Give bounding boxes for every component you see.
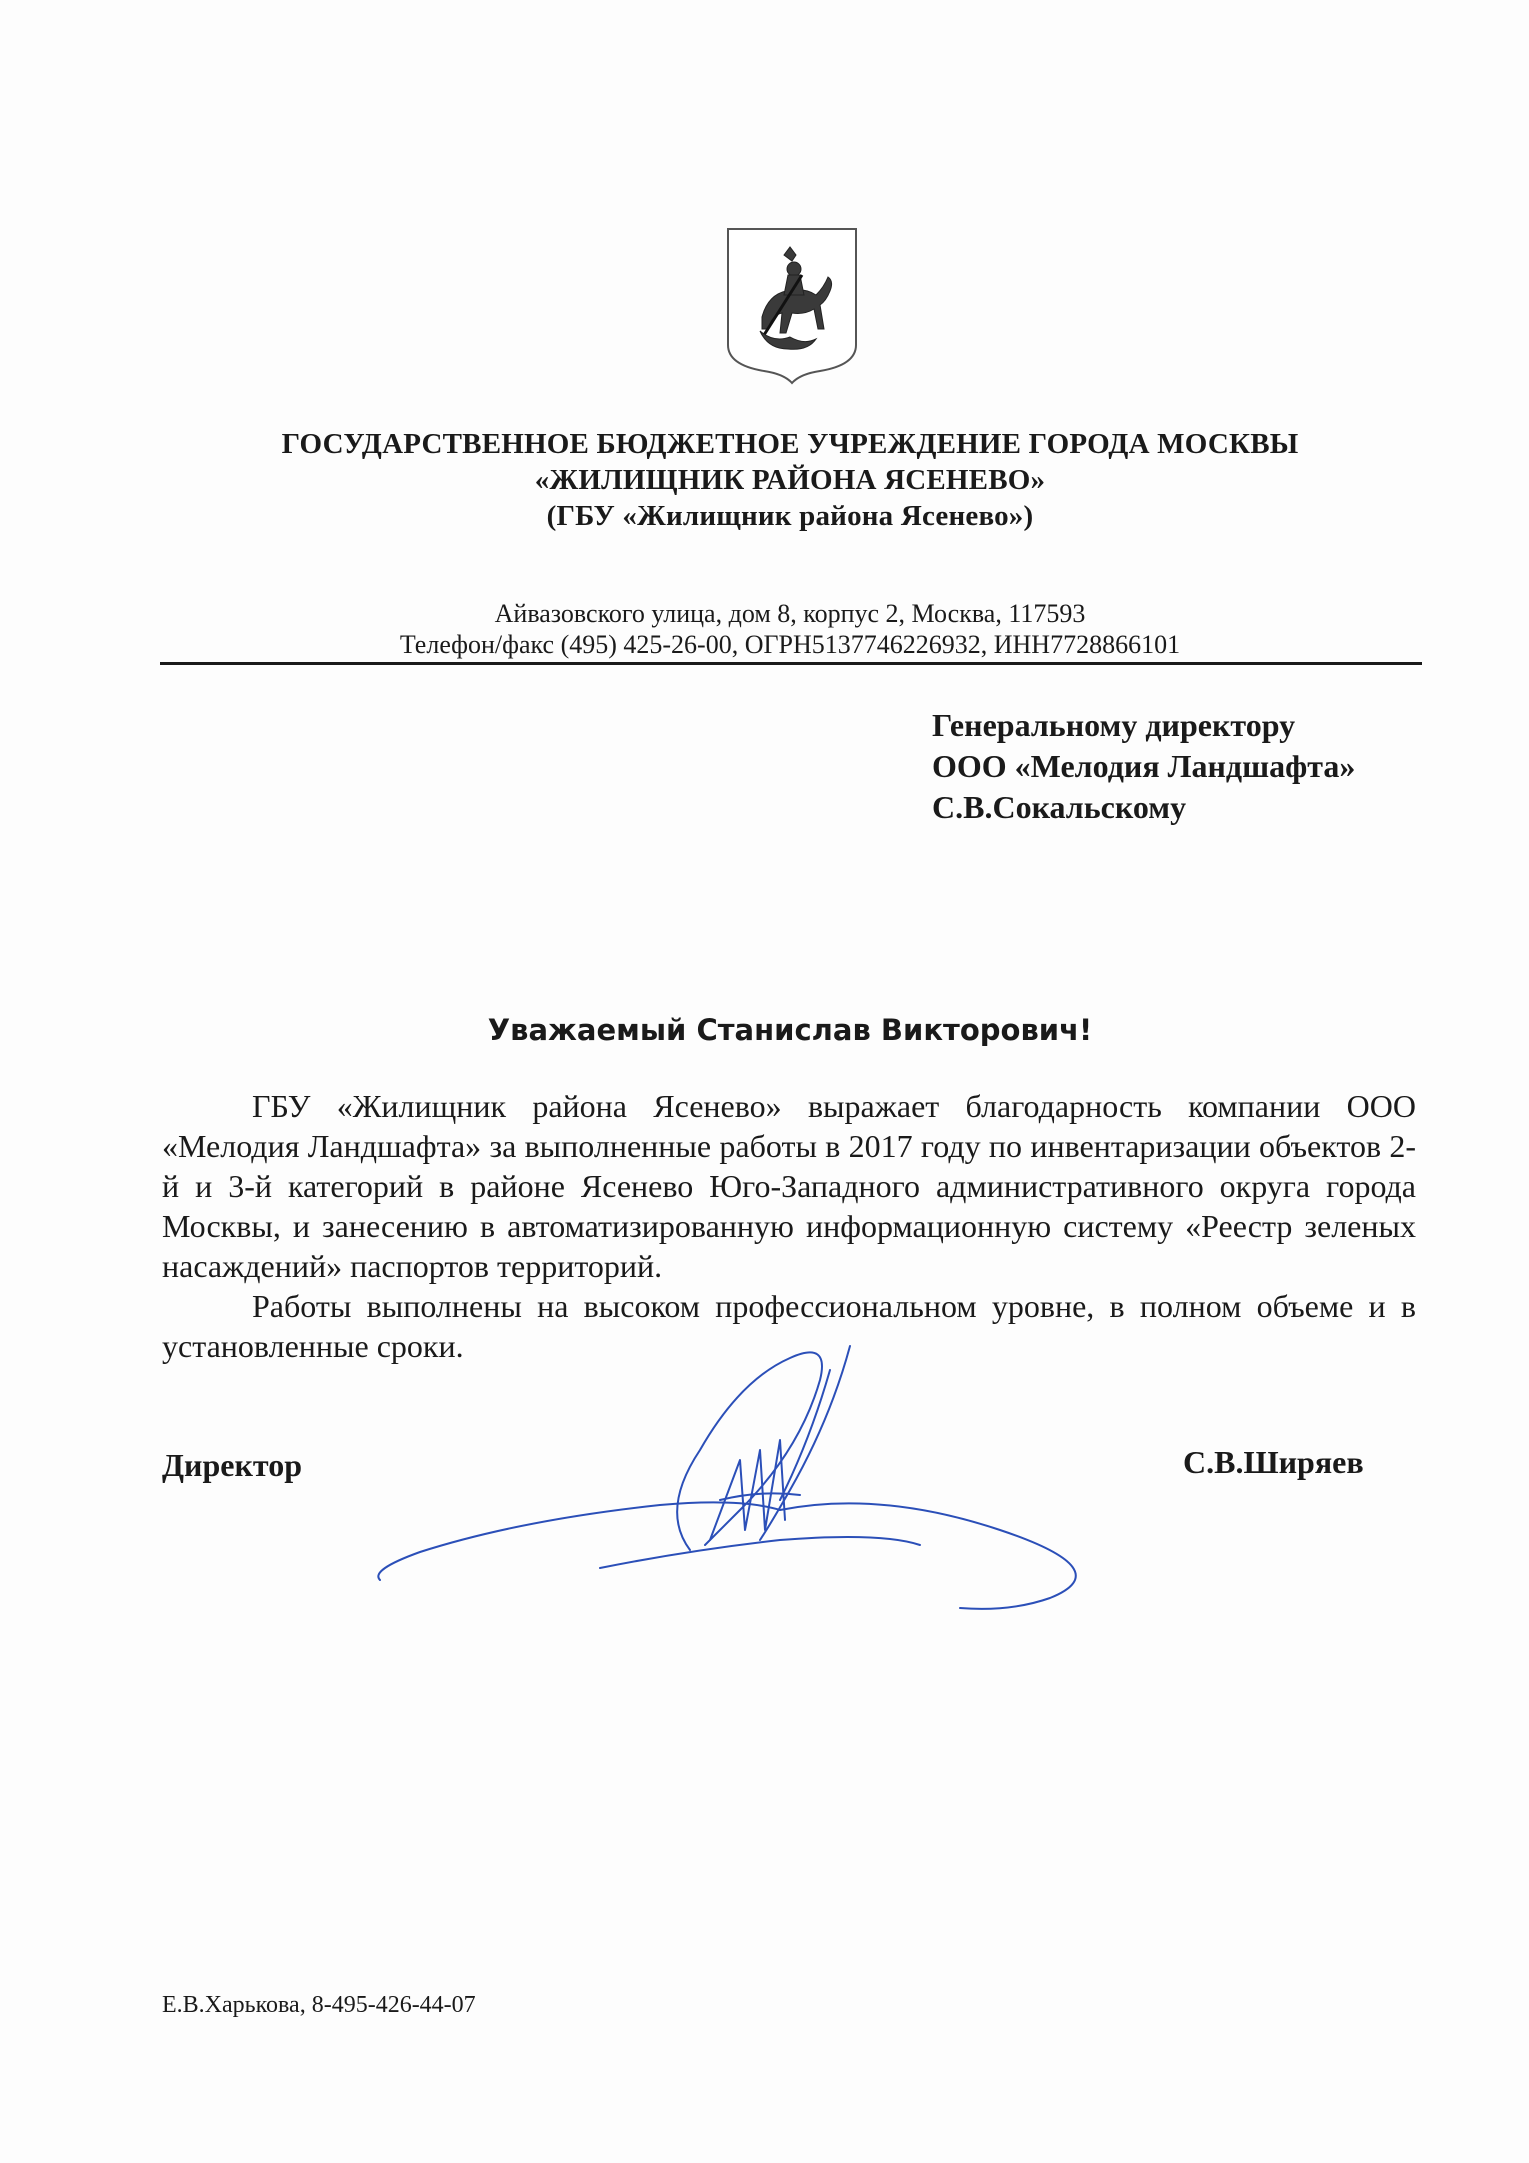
addressee-company: ООО «Мелодия Ландшафта»: [932, 748, 1356, 784]
executor-contact: Е.В.Харькова, 8-495-426-44-07: [162, 1992, 476, 2018]
moscow-coat-of-arms-icon: [724, 225, 860, 385]
addressee-name: С.В.Сокальскому: [932, 789, 1187, 825]
organization-short-title: «ЖИЛИЩНИК РАЙОНА ЯСЕНЕВО»: [534, 464, 1046, 496]
organization-contacts: Телефон/факс (495) 425-26-00, ОГРН5137746226932, ИНН7728866101: [399, 630, 1181, 659]
salutation: Уважаемый Станислав Викторович!: [487, 1013, 1093, 1047]
organization-abbreviation: (ГБУ «Жилищник района Ясенево»): [546, 500, 1034, 532]
organization-name: ГОСУДАРСТВЕННОЕ БЮДЖЕТНОЕ УЧРЕЖДЕНИЕ ГОРОДА МОСКВЫ: [281, 428, 1299, 460]
signatory-name: С.В.Ширяев: [1183, 1444, 1364, 1480]
body-paragraph-2: Работы выполнены на высоком профессиональном уровне, в полном объеме и в установленные сроки.: [162, 1288, 1416, 1364]
body-paragraph-1: ГБУ «Жилищник района Ясенево» выражает благодарность компании ООО «Мелодия Ландшафта» за выполненные работы в 2017 году по инвентаризации объектов 2-й и 3-й категорий в районе Ясенево Юго-Западного административного округа города Москвы, и занесению в автоматизированную информационную систему «Реестр зеленых насаждений» паспортов территорий.: [162, 1088, 1416, 1284]
addressee-position: Генеральному директору: [932, 707, 1296, 743]
organization-address: Айвазовского улица, дом 8, корпус 2, Москва, 117593: [494, 599, 1086, 628]
letter-body: [162, 1086, 1416, 1366]
handwritten-signature-icon: [360, 1340, 1140, 1620]
header-divider: [160, 662, 1422, 665]
signatory-title: Директор: [162, 1447, 302, 1483]
addressee-block: [932, 705, 1355, 828]
